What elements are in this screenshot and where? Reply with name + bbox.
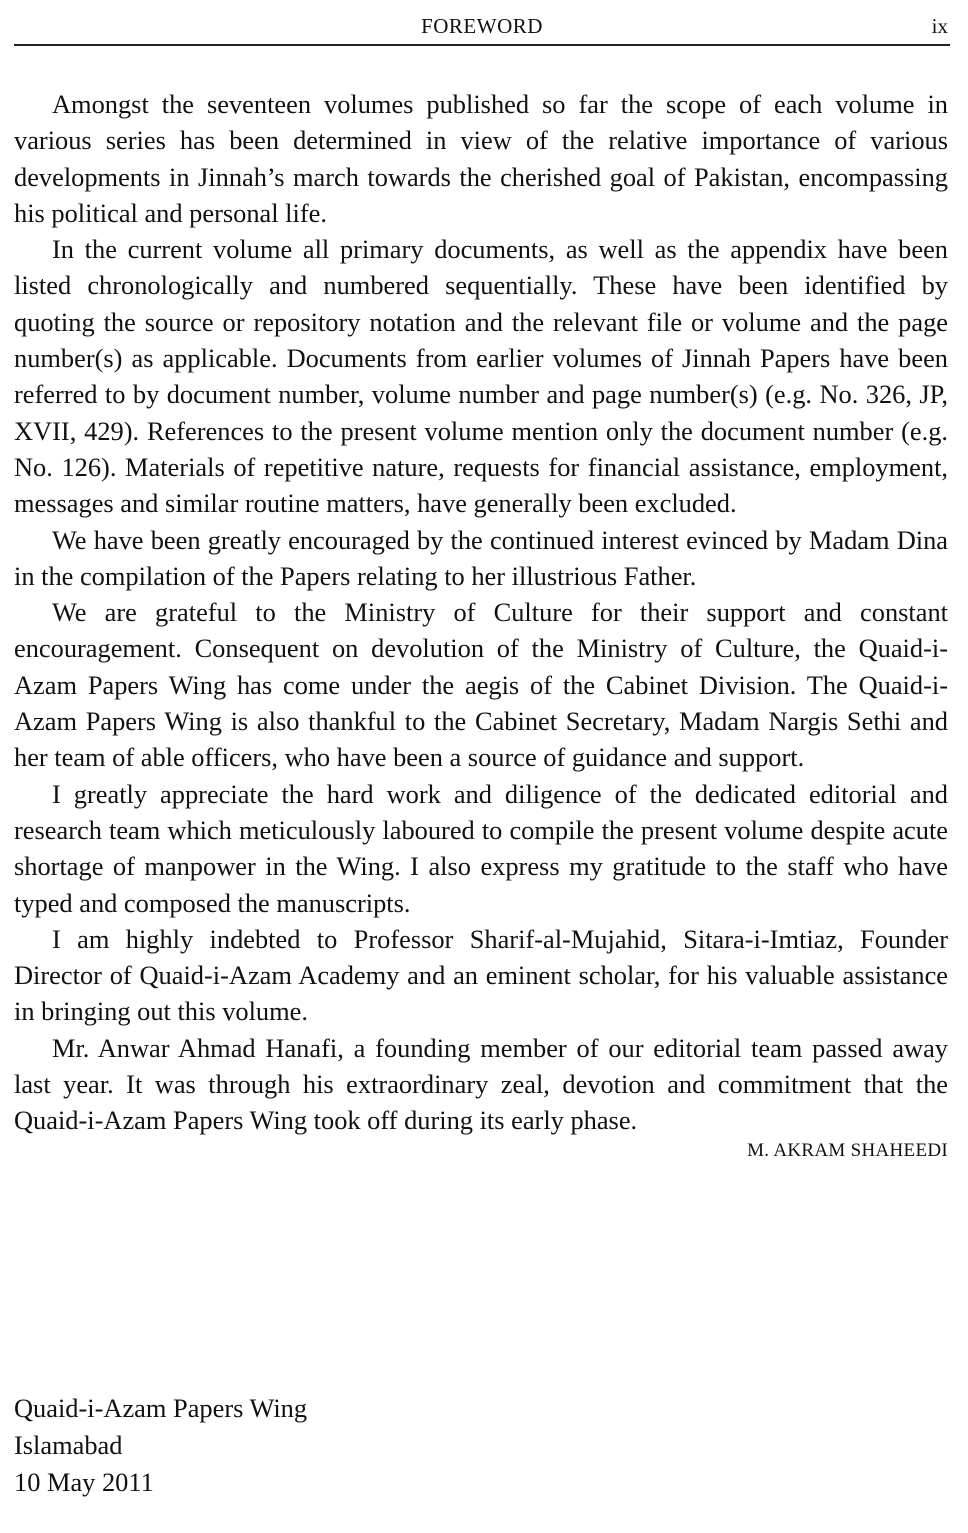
page-number: ix	[931, 14, 948, 38]
page-header	[14, 14, 950, 46]
paragraph-1: Amongst the seventeen volumes published so far the scope of each volume in various series has been determined in view of the relative importance of various developments in Jinnah’s march towards the cherished goal of Pakistan, encompassing his political and personal life.	[14, 89, 948, 228]
paragraph-3: We have been greatly encouraged by the continued interest evinced by Madam Dina in the compilation of the Papers relating to her illustrious Father.	[14, 524, 948, 591]
paragraph-5: I greatly appreciate the hard work and diligence of the dedicated editorial and research team which meticulously laboured to compile the present volume despite acute shortage of manpower in the Wing. I also express my gratitude to the staff who have typed and composed the manuscripts.	[14, 778, 948, 918]
closing-organization: Quaid-i-Azam Papers Wing	[14, 1393, 308, 1423]
paragraph-6: I am highly indebted to Professor Sharif-al-Mujahid, Sitara-i-Imtiaz, Founder Director of Quaid-i-Azam Academy and an eminent scholar, for his valuable assistance in bringing out this volume.	[14, 923, 948, 1027]
closing-date: 10 May 2011	[14, 1467, 154, 1497]
signature: M. AKRAM SHAHEEDI	[747, 1139, 948, 1161]
paragraph-7: Mr. Anwar Ahmad Hanafi, a founding member of our editorial team passed away last year. It was through his extraordinary zeal, devotion and commitment that the Quaid-i-Azam Papers Wing took off during its early phase.	[14, 1032, 948, 1136]
foreword-body	[14, 86, 948, 1163]
paragraph-2: In the current volume all primary documents, as well as the appendix have been listed chronologically and numbered sequentially. These have been identified by quoting the source or repository notation and the relevant file or volume and the page number(s) as applicable. Documents from earlier volumes of Jinnah Papers have been referred to by document number, volume number and page number(s) (e.g. No. 326, JP, XVII, 429). References to the present volume mention only the document number (e.g. No. 126). Materials of repetitive nature, requests for financial assistance, employment, messages and similar routine matters, have generally been excluded.	[14, 234, 948, 519]
closing-block	[14, 1390, 307, 1501]
running-head: FOREWORD	[421, 14, 543, 38]
paragraph-4: We are grateful to the Ministry of Culture for their support and constant encouragement. Consequent on devolution of the Ministry of Culture, the Quaid-i-Azam Papers Wing has come under the aegis of the Cabinet Division. The Quaid-i-Azam Papers Wing is also thankful to the Cabinet Secretary, Madam Nargis Sethi and her team of able officers, who have been a source of guidance and support.	[14, 597, 948, 773]
closing-city: Islamabad	[14, 1430, 123, 1460]
